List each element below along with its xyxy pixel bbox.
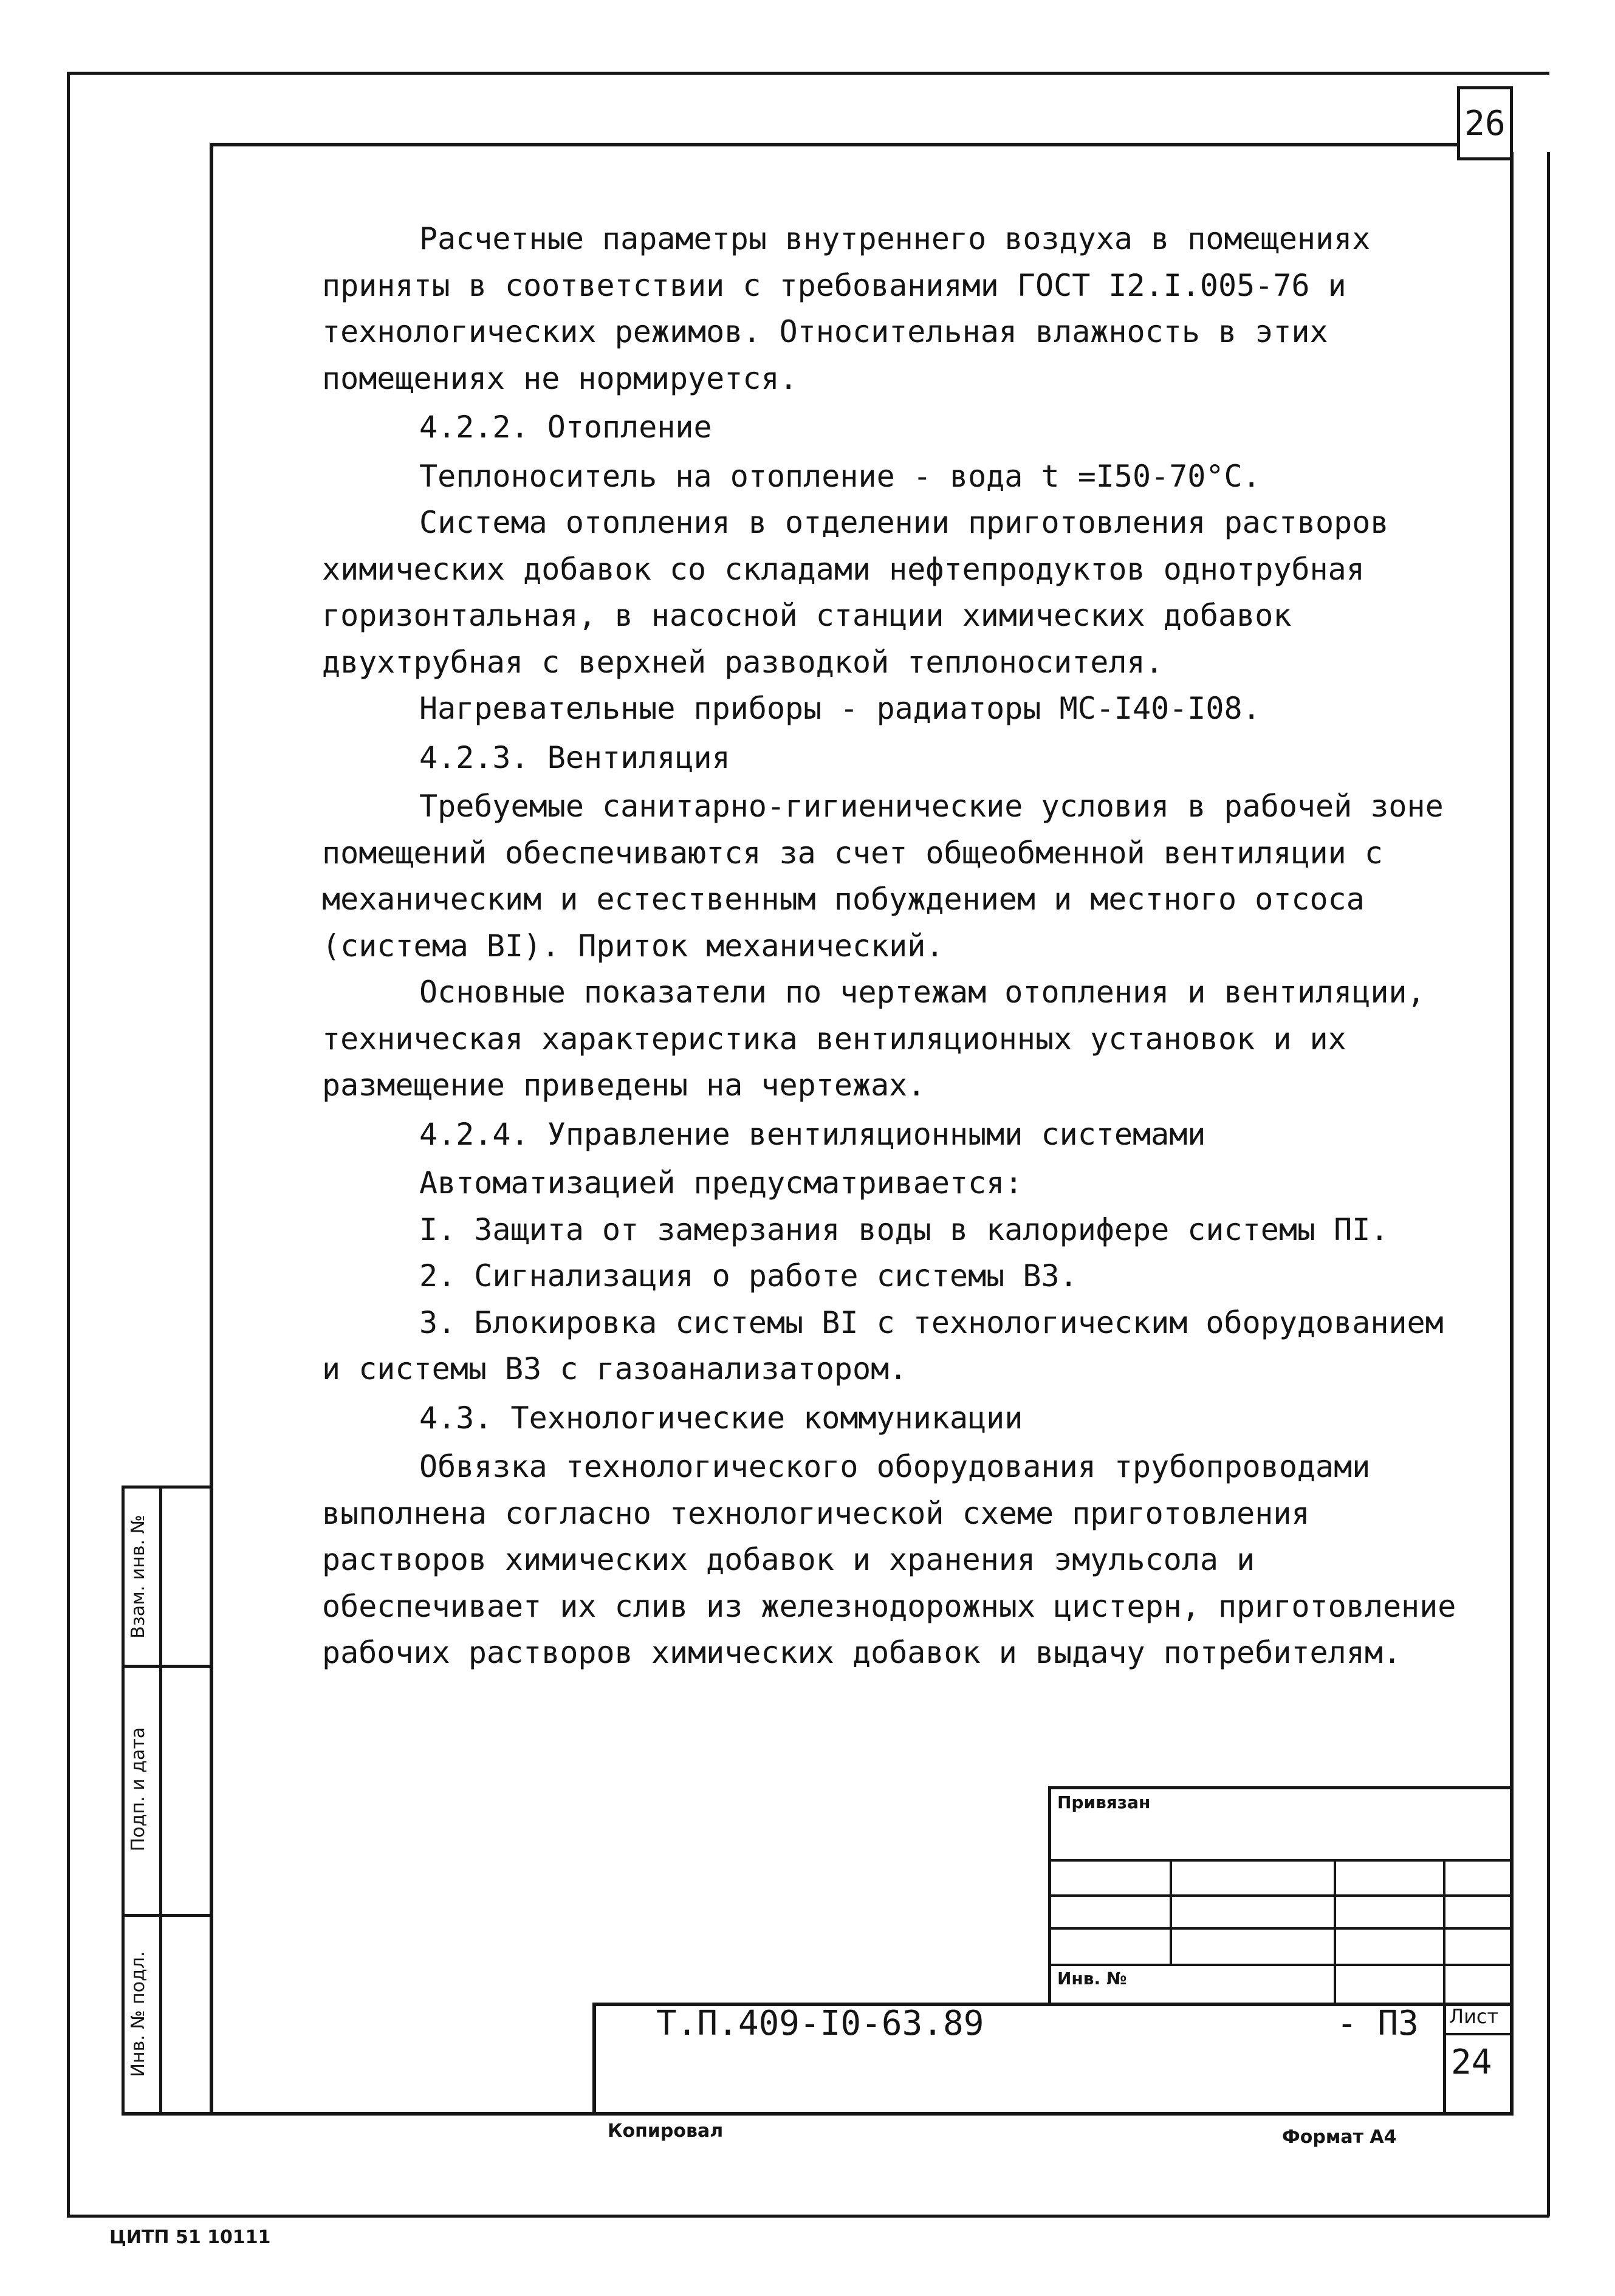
inv-no-label: Инв. №	[1057, 1969, 1127, 1989]
kopiroval-label: Копировал	[608, 2120, 724, 2142]
citp-stamp: ЦИТП 51 10111	[109, 2227, 271, 2248]
side-stamp-vzam-inv: Взам. инв. №	[128, 1515, 149, 1639]
sheet-box-divider	[1443, 2033, 1513, 2035]
outer-frame-left	[67, 72, 70, 2216]
heading-4-3: 4.3. Технологические коммуникации	[419, 1400, 1023, 1436]
inner-frame-bottom	[122, 2112, 1514, 2116]
paragraph-piping: Обвязка технологического оборудования трубопроводами выполнена согласно технологической схеме приготовления растворов химических добавок и хранения эмульсола и обеспечивает их слив из железнодорожных цистерн, приготовление рабочих растворов химических добавок и выдачу потребителям.	[322, 1449, 1456, 1670]
paragraph-heating-system: Система отопления в отделении приготовления растворов химических добавок со складами нефтепродуктов однотрубная горизонтальная, в насосной станции химических добавок двухтрубная с верхней разводкой теплоносителя.	[322, 505, 1389, 680]
paragraph-ventilation: Требуемые санитарно-гигиенические условия в рабочей зоне помещений обеспечиваются за счет общеобменной вентиляции с механическим и естественным побуждением и местного отсоса (система BI). Приток механический.	[322, 789, 1444, 964]
title-block-grid-top	[1048, 1786, 1513, 1789]
side-stamp-outer-left	[122, 1486, 125, 2116]
format-label: Формат А4	[1282, 2126, 1397, 2148]
inner-frame-right	[1510, 152, 1514, 2116]
heading-4-2-4: 4.2.4. Управление вентиляционными системами	[419, 1116, 1206, 1152]
paragraph-automation: Автоматизацией предусматривается:	[419, 1165, 1023, 1201]
title-block-col-1	[1170, 1859, 1172, 1966]
outer-frame-bottom	[67, 2215, 1549, 2218]
paragraph-indicators: Основные показатели по чертежам отопления и вентиляции, техническая характеристика вентиляционных установок и их размещение приведены на чертежах.	[322, 975, 1425, 1103]
heading-4-2-3: 4.2.3. Вентиляция	[419, 739, 730, 775]
title-block-col-3	[1443, 1859, 1445, 2005]
inner-frame-top	[210, 143, 1507, 146]
list-item-2: 2. Сигнализация о работе системы B3.	[419, 1258, 1078, 1294]
sheet-code: - ПЗ	[1337, 2004, 1419, 2043]
list-item-1: I. Защита от замерзания воды в калорифере системы ПI.	[419, 1211, 1389, 1247]
side-stamp-inv-podl: Инв. № подл.	[128, 1951, 149, 2077]
side-stamp-inner-left	[159, 1486, 162, 2116]
sheet-label: Лист	[1449, 2005, 1499, 2028]
paragraph-radiators: Нагревательные приборы - радиаторы МС-I40-I08.	[419, 691, 1261, 726]
outer-frame-top	[67, 72, 1549, 75]
outer-frame-right	[1547, 152, 1550, 2216]
side-stamp-podp-data: Подп. и дата	[128, 1727, 149, 1852]
inner-frame-left	[210, 143, 213, 2116]
sheet-number: 24	[1451, 2043, 1492, 2082]
heading-4-2-2: 4.2.2. Отопление	[419, 410, 712, 445]
title-block-col-2	[1334, 1859, 1336, 2005]
side-stamp-divider-1	[122, 1665, 213, 1668]
document-body	[322, 216, 1470, 1676]
paragraph-intro: Расчетные параметры внутреннего воздуха в помещениях приняты в соответствии с требованиями ГОСТ I2.I.005-76 и технологических режимов. Относительная влажность в этих помещениях не нормируется.	[322, 221, 1371, 396]
document-code: Т.П.409-I0-63.89	[656, 2004, 984, 2043]
paragraph-heat-carrier: Теплоноситель на отопление - вода t =I50-70°C.	[419, 458, 1261, 494]
list-item-3: 3. Блокировка системы BI с технологическим оборудованием и системы B3 с газоанализатором.	[322, 1304, 1444, 1386]
privyazan-label: Привязан	[1057, 1792, 1151, 1812]
page-number: 26	[1457, 86, 1513, 160]
main-stamp-left	[592, 2003, 596, 2116]
sheet-box-left	[1443, 2003, 1446, 2116]
side-stamp-divider-2	[122, 1914, 213, 1917]
